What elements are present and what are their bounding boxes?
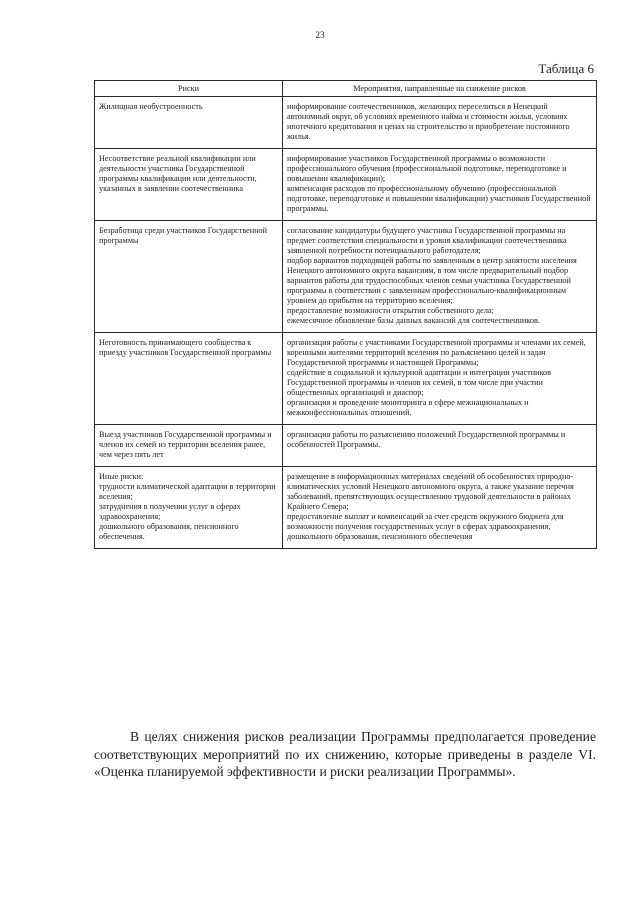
risk-text: Жилищная необустроенность	[99, 102, 203, 111]
header-risks: Риски	[95, 81, 283, 97]
measure-text: предоставление выплат и компенсаций за счет средств окружного бюджета для возможности получения государственных услуг в сферах здравоохранения, дошкольного образования, пенсионного обеспечения	[287, 512, 564, 541]
table-header-row	[95, 81, 597, 97]
risk-text: затруднения в получении услуг в сферах здравоохранения;	[99, 502, 241, 521]
table-row	[95, 333, 597, 425]
measures-cell	[283, 425, 597, 467]
header-measures: Мероприятия, направленные на снижение рисков	[283, 81, 597, 97]
table-row	[95, 221, 597, 333]
table-row	[95, 97, 597, 149]
measure-text: информирование участников Государственной программы о возможности профессионального обучения (профессиональной подготовке, переподготовке и повышении квалификации);	[287, 154, 567, 183]
measure-text: организация работы по разъяснению положений Государственной программы и особенностей Программы.	[287, 430, 566, 449]
risk-text: дошкольного образования, пенсионного обеспечения.	[99, 522, 239, 541]
measures-cell	[283, 149, 597, 221]
measure-text: компенсация расходов по профессиональному обучению (профессиональной подготовке, переподготовке и повышении квалификации) участников Государственной программы.	[287, 184, 591, 213]
risk-text: Выезд участников Государственной программы и членов их семей из территории вселения ранее, чем через пять лет	[99, 430, 272, 459]
risk-cell	[95, 221, 283, 333]
page-number: 23	[315, 30, 325, 40]
table-row	[95, 149, 597, 221]
table-caption: Таблица 6	[538, 61, 594, 76]
measure-text: информирование соотечественников, желающих переселиться в Ненецкий автономный округ, об условиях временного найма и стоимости жилья, условиях ипотечного кредитования и ценах на строительство и приобретение постоянного жилья.	[287, 102, 570, 141]
measure-text: предоставление возможности открытия собственного дела;	[287, 306, 494, 315]
measure-text: подбор вариантов подходящей работы по заявленным в центр занятости населения Ненецкого автономного округа вакансиям, в том числе предварительный подбор вариантов работы для трудоспособных членов семьи участника Государственной программы в соответствии с заявленным профессионально-квалификационным уровнем до прибытия на территорию вселения;	[287, 256, 577, 305]
risk-cell	[95, 97, 283, 149]
risk-text: трудности климатической адаптации в территории вселения;	[99, 482, 276, 501]
risk-cell	[95, 425, 283, 467]
measures-cell	[283, 333, 597, 425]
risk-text: Несоответствие реальной квалификации или деятельности участника Государственной программы квалификации или деятельности, указанных в заявлении соотечественника	[99, 154, 257, 193]
risk-cell	[95, 149, 283, 221]
measure-text: размещение в информационных материалах сведений об особенностях природно-климатических условий Ненецкого автономного округа, а также указание перечня заболеваний, препятствующих осуществлению трудовой деятельности в районах Крайнего Севера;	[287, 472, 574, 511]
measure-text: содействие в социальной и культурной адаптации и интеграции участников Государственной программы и членов их семей, в том числе при участии общественных организаций и диаспор;	[287, 368, 551, 397]
measure-text: согласование кандидатуры будущего участника Государственной программы на предмет соответствия специальности и уровня квалификации соотечественника заявленной потребности потенциального работодателя;	[287, 226, 567, 255]
risk-text: Иные риски:	[99, 472, 144, 481]
footer-paragraph: В целях снижения рисков реализации Программы предполагается проведение соответствующих мероприятий по их снижению, которые приведены в разделе VI. «Оценка планируемой эффективности и риски реализации Программы».	[94, 729, 596, 780]
risks-table	[94, 80, 597, 549]
risk-text: Безработица среди участников Государственной программы	[99, 226, 268, 245]
table-row	[95, 467, 597, 549]
measure-text: организация работы с участниками Государственной программы и членами их семей, коренными жителями территорий вселения по разъяснению целей и задач Государственной программы и настоящей Программы;	[287, 338, 586, 367]
risk-text: Неготовность принимающего сообщества к приезду участников Государственной программы	[99, 338, 272, 357]
measures-cell	[283, 467, 597, 549]
measure-text: ежемесячное обновление базы данных вакансий для соотечественников.	[287, 316, 540, 325]
risk-cell	[95, 467, 283, 549]
measures-cell	[283, 97, 597, 149]
measure-text: организация и проведение мониторинга в сфере межнациональных и межконфессиональных отношений.	[287, 398, 529, 417]
measures-cell	[283, 221, 597, 333]
table-row	[95, 425, 597, 467]
risk-cell	[95, 333, 283, 425]
